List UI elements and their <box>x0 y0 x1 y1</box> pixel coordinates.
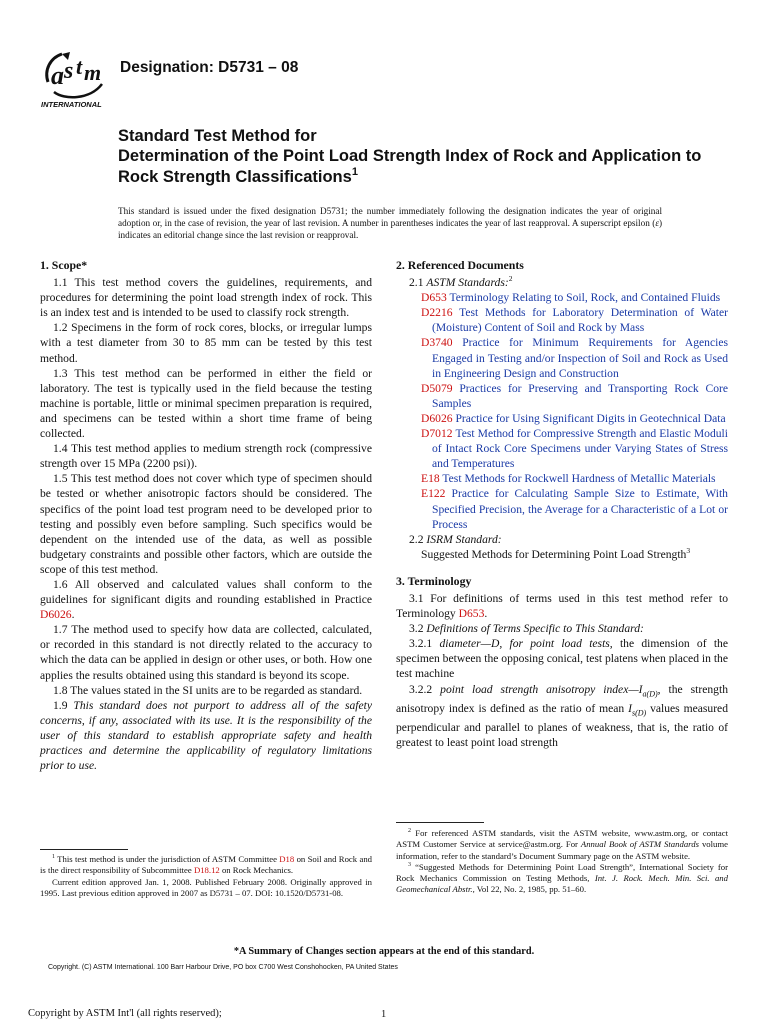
footnote-1-edition: Current edition approved Jan. 1, 2008. Published February 2008. Originally approved in 1995. Last previous edition approved in 2007 as D5731 – 07. DOI: 10.1520/D5731-08. <box>40 876 372 898</box>
footnote-3 <box>396 862 728 896</box>
svg-text:a: a <box>51 61 64 90</box>
epsilon: ε <box>655 218 659 228</box>
term-3-2-2-num: 3.2.2 <box>409 682 441 696</box>
scope-1-6-end: . <box>71 608 75 622</box>
footnote-2-text-a: For referenced ASTM standards, visit the ASTM website, www.astm.org, or contact ASTM Customer Service at service@astm.org. For <box>396 828 728 850</box>
term-3-1-end: . <box>484 607 488 621</box>
svg-text:m: m <box>84 60 102 85</box>
left-column <box>40 258 372 773</box>
astm-label-num: 2.1 <box>409 276 427 290</box>
ref-link-d6026[interactable]: D6026 <box>40 608 72 622</box>
scope-1-9 <box>40 698 372 773</box>
footnote-3-italic: Int. J. Rock. Mech. Min. Sci. and Geomechanical Abstr. <box>396 873 728 895</box>
reference-code-link[interactable]: D653 <box>421 291 447 305</box>
term-3-2-2 <box>396 682 728 751</box>
scope-1-2: 1.2 Specimens in the form of rock cores, blocks, or irregular lumps with a test diameter from 30 to 85 mm can be tested by this test method. <box>40 321 372 365</box>
isrm-label-text: ISRM Standard: <box>426 532 502 546</box>
reference-title-link[interactable]: Terminology Relating to Soil, Rock, and Contained Fluids <box>449 291 721 305</box>
astm-label-text: ASTM Standards: <box>426 276 509 290</box>
scope-1-1: 1.1 This test method covers the guidelines, requirements, and procedures for determining the point load strength index of rock. This is an index test and is intended to be used to classify rock strength. <box>40 276 372 320</box>
term-3-2-2-text-b: values measured perpendicular and parallel to planes of weakness, that is, the ratio of greatest to least point load strength <box>396 701 728 750</box>
summary-note: *A Summary of Changes section appears at the end of this standard. <box>233 946 535 957</box>
footnote-3-text-b: , Vol 22, No. 2, 1985, pp. 51–60. <box>472 884 587 895</box>
issuance-note <box>118 205 662 241</box>
footnote-2-text-b: volume information, refer to the standard’s Document Summary page on the ASTM website. <box>396 839 728 861</box>
footnote-3-mark: 3 <box>408 861 411 868</box>
isrm-item-sup: 3 <box>686 545 691 555</box>
reference-code-link[interactable]: E122 <box>421 487 446 501</box>
issuance-text-a: This standard is issued under the fixed designation D5731; the number immediately following the designation indicates the year of original adoption or, in the case of revision, the year of last revision. A number in parentheses indicates the year of last reapproval. A superscript epsilon ( <box>118 206 662 228</box>
term-3-2-1-num: 3.2.1 <box>409 637 440 651</box>
reference-title-link[interactable]: Practice for Minimum Requirements for Agencies Engaged in Testing and/or Inspection of Soil and Rock as Used in Engineering Design and Construction <box>432 336 728 380</box>
term-3-1-text: 3.1 For definitions of terms used in this test method refer to Terminology <box>396 591 728 621</box>
reference-title-link[interactable]: Test Methods for Laboratory Determination of Water (Moisture) Content of Soil and Rock by Mass <box>432 306 728 335</box>
term-anisotropy: point load strength anisotropy index—I <box>440 682 643 696</box>
reference-code-link[interactable]: E18 <box>421 472 440 486</box>
reference-code-link[interactable]: D7012 <box>421 427 453 441</box>
reference-title-link[interactable]: Test Methods for Rockwell Hardness of Metallic Materials <box>442 472 716 486</box>
reference-item <box>409 426 728 471</box>
reference-code-link[interactable]: D5079 <box>421 381 453 395</box>
term-3-2-1-text: the dimension of the specimen between the opposing conical, test platens when placed in the test machine <box>396 637 728 681</box>
footer-copyright: Copyright by ASTM Int'l (all rights reserved); <box>28 1008 222 1019</box>
designation: Designation: D5731 – 08 <box>120 59 299 76</box>
footnote-rule-right <box>396 822 484 823</box>
footnote-2-italic: Annual Book of ASTM Standards <box>580 839 699 850</box>
scope-1-4: 1.4 This test method applies to medium strength rock (compressive strength over 15 MPa (2200 psi)). <box>40 442 372 471</box>
astm-standards-label <box>409 275 728 290</box>
isrm-label-num: 2.2 <box>409 532 427 546</box>
term-3-2-2-text-a: , the strength anisotropy index is defined as the ratio of mean <box>396 682 728 715</box>
isrm-item <box>409 547 728 562</box>
right-column <box>396 258 728 751</box>
reference-title-link[interactable]: Test Method for Compressive Strength and Elastic Moduli of Intact Rock Core Specimens under Varying States of Stress and Temperatures <box>432 427 728 471</box>
term-var: I <box>628 701 632 715</box>
logo-text: INTERNATIONAL <box>41 100 102 109</box>
ref-link-d653[interactable]: D653 <box>458 607 485 621</box>
reference-item <box>409 335 728 380</box>
scope-1-7: 1.7 The method used to specify how data are collected, calculated, or recorded in this standard is not directly related to the accuracy to which the data can be applied in design or other uses, or both. How one applies the results obtained using this standard is beyond its scope. <box>40 623 372 682</box>
copyright-line: Copyright. (C) ASTM International. 100 Barr Harbour Drive, PO box C700 West Conshohocken, PA United States <box>48 964 398 971</box>
reference-code-link[interactable]: D6026 <box>421 411 453 425</box>
scope-1-6 <box>40 577 372 622</box>
reference-item <box>409 471 728 486</box>
page-number: 1 <box>381 1009 387 1020</box>
title-text: Determination of the Point Load Strength Index of Rock and Application to Rock Strength Classifications <box>118 147 702 186</box>
title-footnote-mark: 1 <box>351 166 358 178</box>
astm-logo <box>40 48 112 110</box>
footnote-3-text-a: “Suggested Methods for Determining Point Load Strength”, International Society for Rock Mechanics Commission on Testing Methods, <box>396 861 728 884</box>
footnote-1 <box>40 854 372 877</box>
footnotes-right <box>396 828 728 896</box>
footnotes-left <box>40 854 372 899</box>
reference-title-link[interactable]: Practices for Preserving and Transporting Rock Core Samples <box>432 381 728 410</box>
isrm-item-text: Suggested Methods for Determining Point Load Strength <box>421 547 687 561</box>
reference-code-link[interactable]: D2216 <box>421 306 453 320</box>
scope-heading: 1. Scope* <box>40 258 88 272</box>
scope-1-5: 1.5 This test method does not cover which type of specimen should be tested or whether anisotropic factors should be considered. The specifics of the point load test program need to be developed prior to testing and possibly even before sampling. Such specifics would be dependent on the intended use of the data, as well as possible budgetary constraints and possible other factors, which are outside the scope of this test method. <box>40 472 372 576</box>
footnote-1-mark: 1 <box>52 854 55 860</box>
term-3-2-text: Definitions of Terms Specific to This Standard: <box>426 622 644 636</box>
reference-list <box>396 290 728 532</box>
reference-item <box>409 381 728 411</box>
scope-1-3: 1.3 This test method can be performed in either the field or laboratory. The test is typically used in the field because the testing machine is portable, little or minimal specimen preparation is required, and specimens can be tested within a short time frame of being collected. <box>40 366 372 441</box>
astm-logo-mark-icon <box>47 52 102 97</box>
term-3-2-num: 3.2 <box>409 622 427 636</box>
reference-title-link[interactable]: Practice for Using Significant Digits in Geotechnical Data <box>455 411 726 425</box>
issuance-text-b: ) indicates an editorial change since the last revision or reapproval. <box>118 218 662 240</box>
term-3-2 <box>396 621 728 636</box>
term-anisotropy-sub: a(D) <box>642 688 658 698</box>
title-prefix: Standard Test Method for <box>118 127 317 145</box>
svg-text:t: t <box>76 54 83 79</box>
footnote-1-text-a: This test method is under the jurisdiction of ASTM Committee <box>55 854 280 864</box>
reference-item <box>409 290 728 305</box>
reference-title-link[interactable]: Practice for Calculating Sample Size to Estimate, With Specified Precision, the Average for a Characteristic of a Lot or Process <box>432 487 728 531</box>
page-title <box>118 146 738 188</box>
scope-1-6-text: 1.6 All observed and calculated values shall conform to the guidelines for significant digits and rounding established in Practice <box>40 577 372 607</box>
reference-item <box>409 486 728 531</box>
footnote-rule-left <box>40 849 128 850</box>
refdocs-heading: 2. Referenced Documents <box>396 258 524 272</box>
scope-1-9-text: This standard does not purport to address all of the safety concerns, if any, associated with its use. It is the responsibility of the user of this standard to establish appropriate safety and health practices and determine the applicability of regulatory limitations prior to use. <box>40 698 373 773</box>
footnote-2-mark: 2 <box>408 828 411 834</box>
scope-1-8: 1.8 The values stated in the SI units are to be regarded as standard. <box>53 683 363 697</box>
scope-1-9-num: 1.9 <box>53 698 74 712</box>
term-3-2-1 <box>396 636 728 681</box>
reference-code-link[interactable]: D3740 <box>421 336 453 350</box>
astm-label-sup: 2 <box>508 274 513 284</box>
reference-item <box>409 305 728 335</box>
footnote-1-text-b: on Soil and Rock and is the direct responsibility of Subcommittee <box>40 854 373 876</box>
footnote-1-text-c: on Rock Mechanics. <box>219 865 294 876</box>
terminology-heading: 3. Terminology <box>396 573 472 588</box>
isrm-standard-label <box>409 532 728 547</box>
reference-item <box>409 411 728 426</box>
footnote-2 <box>396 828 728 862</box>
svg-text:s: s <box>64 58 74 84</box>
term-3-1 <box>396 591 728 621</box>
committee-link-d18[interactable]: D18 <box>279 854 295 864</box>
subcommittee-link-d18-12[interactable]: D18.12 <box>193 865 220 876</box>
term-diameter: diameter—D, for point load tests, <box>439 637 613 651</box>
term-var-sub: s(D) <box>631 708 647 718</box>
